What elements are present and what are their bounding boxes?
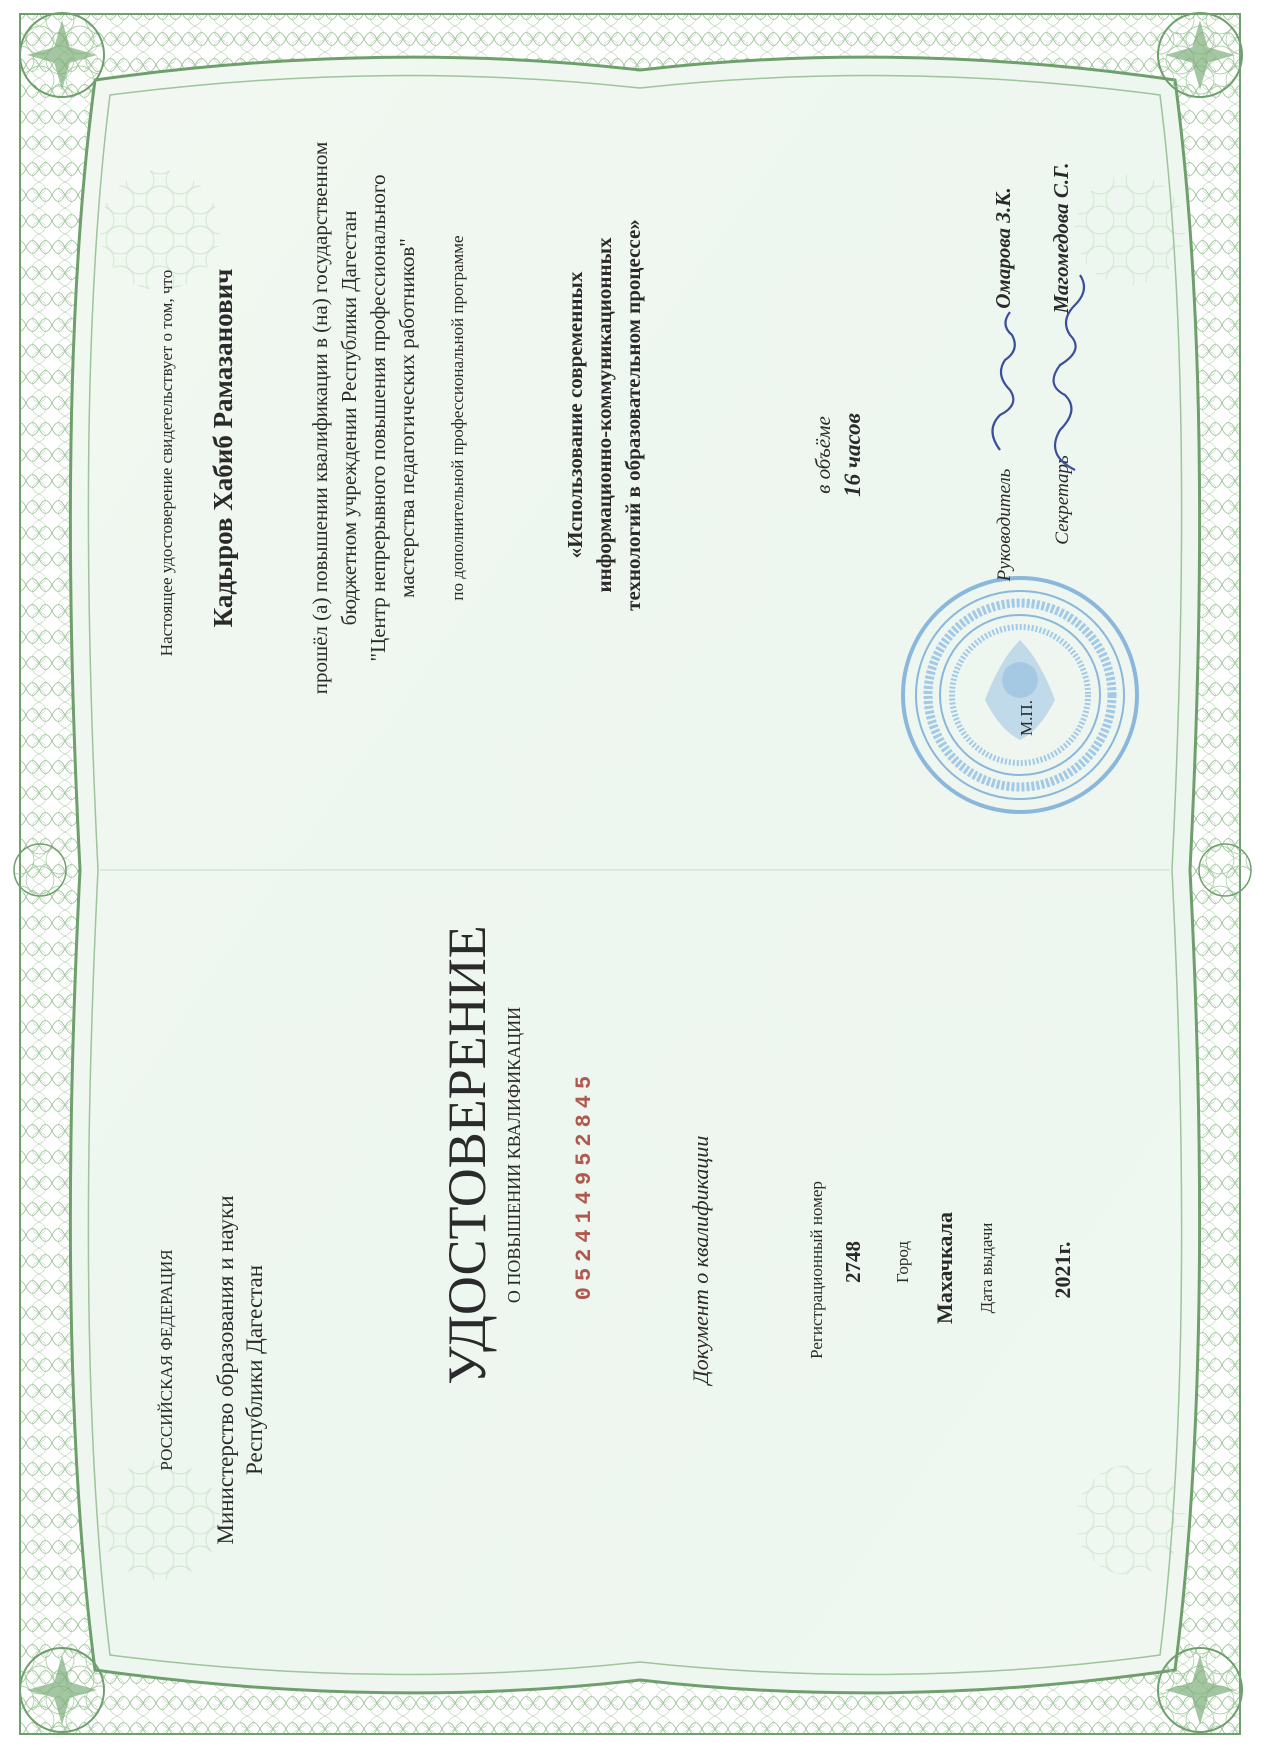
program-title-line-3: технологий в образовательном процессе»: [621, 219, 645, 611]
institution-line-1: прошёл (а) повышении квалификации в (на) государственном: [308, 141, 332, 695]
program-intro: по дополнительной профессиональной программе: [448, 235, 467, 601]
holder-name: Кадыров Хабиб Рамазанович: [208, 268, 238, 628]
institution-line-4: мастерства педагогических работников": [395, 238, 419, 598]
city-label: Город: [893, 1241, 912, 1283]
volume-value: 16 часов: [840, 413, 865, 497]
secretary-name: Магомедова С.Г.: [1049, 162, 1073, 314]
city-value: Махачкала: [932, 1212, 957, 1324]
country-label: РОССИЙСКАЯ ФЕДЕРАЦИЯ: [157, 1249, 176, 1471]
certificate-title: УДОСТОВЕРЕНИЕ: [437, 925, 497, 1385]
document-type: Документ о квалификации: [688, 1135, 713, 1385]
secretary-label: Секретарь: [1052, 455, 1073, 545]
ministry-line-1: Министерство образования и науки: [213, 1195, 238, 1545]
institution-line-2: бюджетном учреждении Республики Дагестан: [337, 210, 361, 626]
intro-text: Настоящее удостоверение свидетельствует о том, что: [157, 269, 176, 657]
certificate-subtitle: О ПОВЫШЕНИИ КВАЛИФИКАЦИИ: [504, 1006, 524, 1304]
program-title-line-2: информационно-коммуникационных: [592, 237, 616, 593]
issue-date-value: 2021г.: [1050, 1241, 1075, 1299]
ministry-line-2: Республики Дагестан: [242, 1265, 267, 1475]
reg-number: 2748: [841, 1241, 865, 1283]
head-label: Руководитель: [994, 468, 1015, 582]
serial-number: 052414952845: [572, 1069, 597, 1301]
stamp-place-label: М.П.: [1017, 700, 1036, 736]
head-name: Омарова З.К.: [991, 187, 1015, 309]
reg-number-label: Регистрационный номер: [807, 1181, 826, 1359]
program-title-line-1: «Использование современных: [563, 271, 587, 559]
institution-line-3: "Центр непрерывного повышения профессионального: [366, 174, 390, 662]
volume-label: в объёме: [811, 416, 835, 494]
issue-date-label: Дата выдачи: [977, 1222, 996, 1314]
